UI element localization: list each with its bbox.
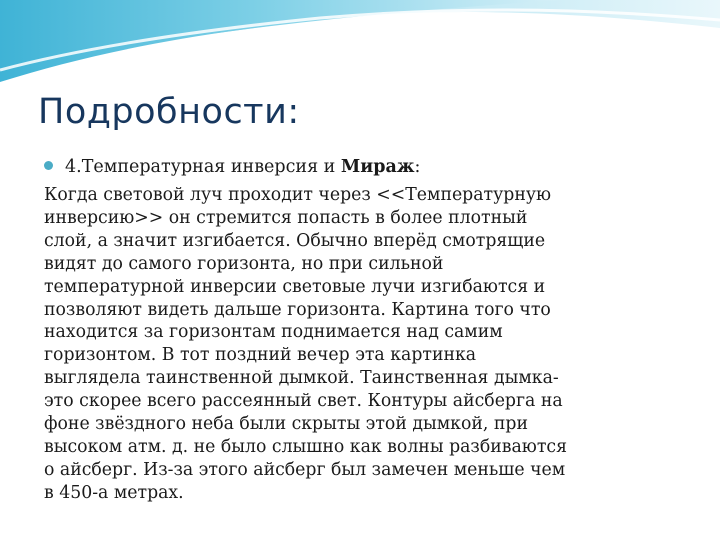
body-paragraph [44, 184, 694, 505]
body-line: видят до самого горизонта, но при сильной [44, 253, 444, 274]
body-line: высоком атм. д. не было слышно как волны разбиваются [44, 436, 567, 457]
wave-header-decoration [0, 0, 720, 90]
body-line: находится за горизонтам поднимается над самим [44, 322, 503, 343]
wave-dark-band [0, 0, 560, 82]
body-line: Когда световой луч проходит через <<Температурную [44, 185, 552, 205]
bullet-text: 4.Температурная инверсия и [65, 157, 341, 177]
body-line: слой, а значит изгибается. Обычно вперёд смотрящие [44, 230, 546, 251]
bullet-suffix: : [414, 157, 421, 177]
body-line: горизонтом. В тот поздний вечер эта картинка [44, 345, 477, 366]
body-line: в 450-а метрах. [44, 482, 184, 503]
body-line: о айсберг. Из-за этого айсберг был замечен меньше чем [44, 459, 566, 480]
body-line: фоне звёздного неба были скрыты этой дымкой, при [44, 414, 528, 435]
body-line: это скорее всего рассеянный свет. Контуры айсберга на [44, 391, 563, 412]
bullet-heading [44, 157, 420, 177]
slide-title: Подробности: [38, 92, 300, 132]
body-line: инверсию>> он стремится попасть в более плотный [44, 207, 528, 228]
bullet-bold-term: Мираж [340, 157, 415, 177]
body-line: выглядела таинственной дымкой. Таинственная дымка- [44, 368, 559, 389]
body-line: температурной инверсии световые лучи изгибаются и [44, 276, 546, 297]
body-line: позволяют видеть дальше горизонта. Картина того что [44, 299, 551, 320]
bullet-dot-icon [44, 161, 53, 170]
